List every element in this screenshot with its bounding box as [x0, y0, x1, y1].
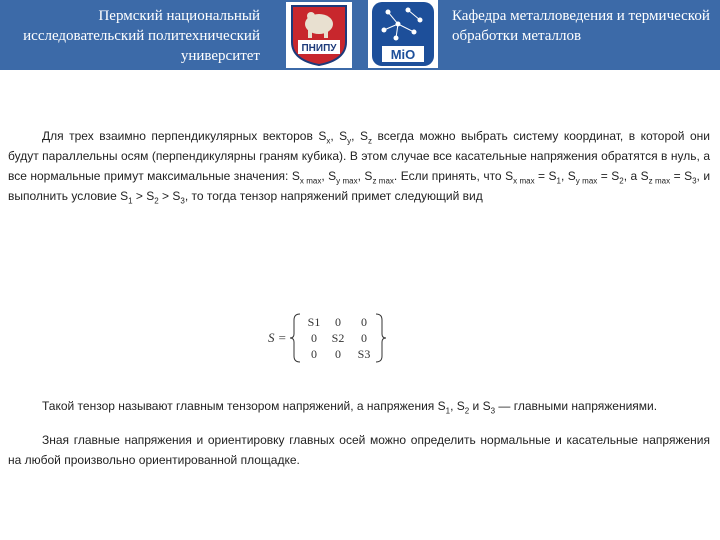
tensor-cell: 0: [335, 315, 341, 329]
right-brace: [376, 314, 386, 362]
principal-stress-tensor: [268, 310, 388, 366]
tensor-cell: 0: [361, 315, 367, 329]
paragraph-principal-axes: Для трех взаимно перпендикулярных векторов $S_x$, $S_y$, $S_z$ всегда можно выбрать систему координат, в которой они будут параллельны осям (перпендикулярны граням кубика). В этом случае все касательные напряжения обратятся в нуль, а все нормальные примут максимальные значения: $S_{x max}$, $S_{y max}$, $S_{z max}$. Если принять, что $S_{x max} = S_1$, $S_{y max} = S_2$, а $S_{z max} = S_3$, и выполнить условие $S_1 > S_2 > S_3$, то тогда тензор напряжений примет следующий вид: [8, 129, 711, 206]
department-name: Кафедра металловедения и термической обработки металлов: [452, 8, 710, 44]
tensor-cell: S3: [357, 347, 371, 361]
tensor-cell: 0: [311, 331, 317, 345]
slide-header: [0, 0, 720, 70]
university-crest-icon: [286, 2, 352, 68]
department-emblem-icon: [368, 0, 438, 68]
tensor-lhs: S =: [268, 330, 287, 345]
tensor-cell: S2: [331, 331, 345, 345]
crest-text: ПНИПУ: [301, 43, 337, 54]
left-brace: [290, 314, 300, 362]
university-name: Пермский национальный исследовательский политехнический университет: [23, 8, 260, 64]
tensor-cell: 0: [335, 347, 341, 361]
emblem-text: MiO: [390, 47, 416, 62]
paragraph-arbitrary-plane: Зная главные напряжения и ориентировку главных осей можно определить нормальные и касательные напряжения на любой произвольно ориентированной площадке.: [8, 433, 710, 467]
tensor-cell: 0: [311, 347, 317, 361]
paragraph-principal-tensor: Такой тензор называют главным тензором напряжений, а напряжения $S_1$, $S_2$ и $S_3$ — главными напряжениями.: [42, 399, 658, 416]
tensor-cell: 0: [361, 331, 367, 345]
tensor-cell: S1: [307, 315, 321, 329]
